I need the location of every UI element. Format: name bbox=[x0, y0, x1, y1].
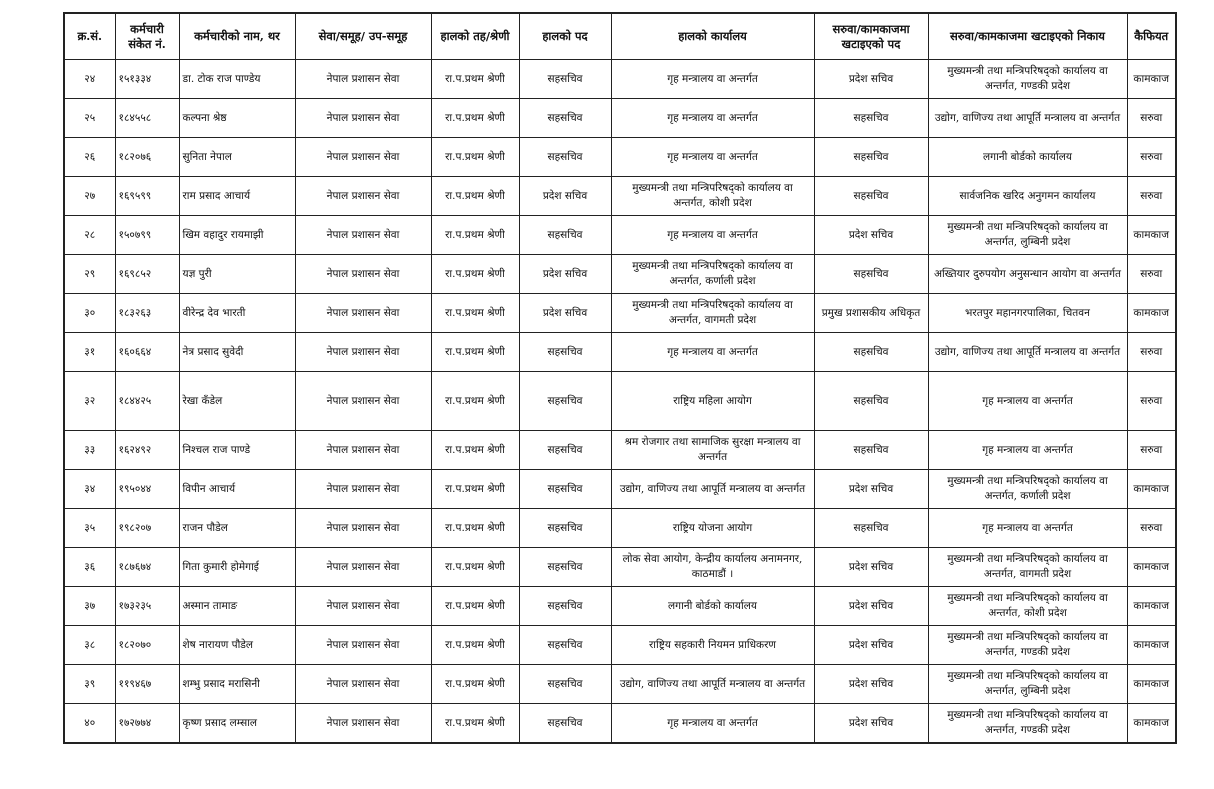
table-row bbox=[64, 470, 1176, 509]
cell-current-post: सहसचिव bbox=[519, 99, 611, 138]
cell-serial-number: ३८ bbox=[64, 626, 115, 665]
cell-employee-name: कल्पना श्रेष्ठ bbox=[179, 99, 295, 138]
header-remarks: कैफियत bbox=[1127, 13, 1176, 60]
cell-assigned-agency: गृह मन्त्रालय वा अन्तर्गत bbox=[928, 431, 1127, 470]
cell-remarks: सरुवा bbox=[1127, 255, 1176, 294]
cell-current-office: राष्ट्रिय सहकारी नियमन प्राधिकरण bbox=[611, 626, 814, 665]
cell-employee-code: ११९४६७ bbox=[115, 665, 179, 704]
cell-current-office: गृह मन्त्रालय वा अन्तर्गत bbox=[611, 60, 814, 99]
cell-remarks: सरुवा bbox=[1127, 509, 1176, 548]
cell-assigned-post: प्रदेश सचिव bbox=[814, 470, 928, 509]
table-row bbox=[64, 548, 1176, 587]
cell-current-level: रा.प.प्रथम श्रेणी bbox=[431, 333, 519, 372]
cell-employee-code: १८३२६३ bbox=[115, 294, 179, 333]
header-current-office: हालको कार्यालय bbox=[611, 13, 814, 60]
cell-current-post: सहसचिव bbox=[519, 138, 611, 177]
cell-employee-name: नेत्र प्रसाद सुवेदी bbox=[179, 333, 295, 372]
cell-assigned-post: सहसचिव bbox=[814, 509, 928, 548]
table-row bbox=[64, 138, 1176, 177]
cell-assigned-post: सहसचिव bbox=[814, 138, 928, 177]
table-row bbox=[64, 372, 1176, 431]
table-body bbox=[64, 60, 1176, 744]
cell-assigned-agency: उद्योग, वाणिज्य तथा आपूर्ति मन्त्रालय वा अन्तर्गत bbox=[928, 99, 1127, 138]
table-row bbox=[64, 294, 1176, 333]
header-row bbox=[64, 13, 1176, 60]
cell-current-level: रा.प.प्रथम श्रेणी bbox=[431, 60, 519, 99]
cell-employee-name: विपीन आचार्य bbox=[179, 470, 295, 509]
cell-employee-name: डा. टोक राज पाण्डेय bbox=[179, 60, 295, 99]
cell-current-post: प्रदेश सचिव bbox=[519, 255, 611, 294]
cell-current-office: मुख्यमन्त्री तथा मन्त्रिपरिषद्को कार्यालय वा अन्तर्गत, कर्णाली प्रदेश bbox=[611, 255, 814, 294]
cell-current-post: सहसचिव bbox=[519, 216, 611, 255]
cell-employee-name: राजन पौडेल bbox=[179, 509, 295, 548]
cell-service-group: नेपाल प्रशासन सेवा bbox=[295, 333, 431, 372]
cell-assigned-agency: सार्वजनिक खरिद अनुगमन कार्यालय bbox=[928, 177, 1127, 216]
cell-serial-number: ३४ bbox=[64, 470, 115, 509]
cell-employee-code: १६९८५२ bbox=[115, 255, 179, 294]
cell-serial-number: ३६ bbox=[64, 548, 115, 587]
cell-current-level: रा.प.प्रथम श्रेणी bbox=[431, 665, 519, 704]
cell-service-group: नेपाल प्रशासन सेवा bbox=[295, 470, 431, 509]
cell-employee-code: १७२७७४ bbox=[115, 704, 179, 744]
cell-service-group: नेपाल प्रशासन सेवा bbox=[295, 372, 431, 431]
cell-employee-name: यज्ञ पुरी bbox=[179, 255, 295, 294]
cell-remarks: सरुवा bbox=[1127, 431, 1176, 470]
header-current-level: हालको तह/श्रेणी bbox=[431, 13, 519, 60]
cell-assigned-post: सहसचिव bbox=[814, 333, 928, 372]
cell-assigned-agency: मुख्यमन्त्री तथा मन्त्रिपरिषद्को कार्यालय वा अन्तर्गत, लुम्बिनी प्रदेश bbox=[928, 665, 1127, 704]
cell-remarks: कामकाज bbox=[1127, 216, 1176, 255]
cell-current-office: लगानी बोर्डको कार्यालय bbox=[611, 587, 814, 626]
cell-serial-number: ३७ bbox=[64, 587, 115, 626]
cell-current-office: गृह मन्त्रालय वा अन्तर्गत bbox=[611, 138, 814, 177]
cell-current-office: गृह मन्त्रालय वा अन्तर्गत bbox=[611, 333, 814, 372]
cell-assigned-agency: मुख्यमन्त्री तथा मन्त्रिपरिषद्को कार्यालय वा अन्तर्गत, लुम्बिनी प्रदेश bbox=[928, 216, 1127, 255]
cell-employee-code: १९५०४४ bbox=[115, 470, 179, 509]
cell-current-post: सहसचिव bbox=[519, 372, 611, 431]
cell-serial-number: २७ bbox=[64, 177, 115, 216]
cell-assigned-agency: मुख्यमन्त्री तथा मन्त्रिपरिषद्को कार्यालय वा अन्तर्गत, गण्डकी प्रदेश bbox=[928, 704, 1127, 744]
cell-current-level: रा.प.प्रथम श्रेणी bbox=[431, 177, 519, 216]
cell-serial-number: २८ bbox=[64, 216, 115, 255]
cell-current-office: गृह मन्त्रालय वा अन्तर्गत bbox=[611, 99, 814, 138]
cell-serial-number: ३९ bbox=[64, 665, 115, 704]
cell-assigned-agency: मुख्यमन्त्री तथा मन्त्रिपरिषद्को कार्यालय वा अन्तर्गत, गण्डकी प्रदेश bbox=[928, 60, 1127, 99]
cell-employee-code: १५०७९९ bbox=[115, 216, 179, 255]
cell-employee-code: १८४४२५ bbox=[115, 372, 179, 431]
cell-remarks: कामकाज bbox=[1127, 704, 1176, 744]
cell-assigned-post: सहसचिव bbox=[814, 255, 928, 294]
cell-assigned-post: प्रदेश सचिव bbox=[814, 60, 928, 99]
cell-service-group: नेपाल प्रशासन सेवा bbox=[295, 587, 431, 626]
cell-service-group: नेपाल प्रशासन सेवा bbox=[295, 509, 431, 548]
cell-current-level: रा.प.प्रथम श्रेणी bbox=[431, 548, 519, 587]
cell-employee-name: वीरेन्द्र देव भारती bbox=[179, 294, 295, 333]
cell-remarks: कामकाज bbox=[1127, 665, 1176, 704]
cell-assigned-post: प्रदेश सचिव bbox=[814, 587, 928, 626]
cell-current-level: रा.प.प्रथम श्रेणी bbox=[431, 216, 519, 255]
cell-serial-number: २५ bbox=[64, 99, 115, 138]
cell-service-group: नेपाल प्रशासन सेवा bbox=[295, 216, 431, 255]
cell-current-office: श्रम रोजगार तथा सामाजिक सुरक्षा मन्त्रालय वा अन्तर्गत bbox=[611, 431, 814, 470]
cell-current-office: राष्ट्रिय महिला आयोग bbox=[611, 372, 814, 431]
cell-assigned-post: प्रदेश सचिव bbox=[814, 216, 928, 255]
cell-employee-name: अस्मान तामाङ bbox=[179, 587, 295, 626]
cell-employee-code: १६९५९९ bbox=[115, 177, 179, 216]
cell-current-post: सहसचिव bbox=[519, 704, 611, 744]
cell-employee-name: रेखा कँडेल bbox=[179, 372, 295, 431]
cell-remarks: सरुवा bbox=[1127, 99, 1176, 138]
cell-remarks: सरुवा bbox=[1127, 138, 1176, 177]
cell-current-post: सहसचिव bbox=[519, 587, 611, 626]
header-serial-number: क्र.सं. bbox=[64, 13, 115, 60]
cell-employee-name: निश्चल राज पाण्डे bbox=[179, 431, 295, 470]
table-row bbox=[64, 255, 1176, 294]
table-row bbox=[64, 99, 1176, 138]
cell-current-post: सहसचिव bbox=[519, 548, 611, 587]
cell-serial-number: २४ bbox=[64, 60, 115, 99]
header-current-post: हालको पद bbox=[519, 13, 611, 60]
cell-assigned-post: सहसचिव bbox=[814, 431, 928, 470]
header-employee-code: कर्मचारी संकेत नं. bbox=[115, 13, 179, 60]
cell-employee-code: १९८२०७ bbox=[115, 509, 179, 548]
cell-current-office: मुख्यमन्त्री तथा मन्त्रिपरिषद्को कार्यालय वा अन्तर्गत, कोशी प्रदेश bbox=[611, 177, 814, 216]
cell-serial-number: ३२ bbox=[64, 372, 115, 431]
cell-assigned-post: प्रमुख प्रशासकीय अधिकृत bbox=[814, 294, 928, 333]
cell-employee-name: सुनिता नेपाल bbox=[179, 138, 295, 177]
table-row bbox=[64, 704, 1176, 744]
header-employee-name: कर्मचारीको नाम, थर bbox=[179, 13, 295, 60]
cell-service-group: नेपाल प्रशासन सेवा bbox=[295, 177, 431, 216]
cell-serial-number: २९ bbox=[64, 255, 115, 294]
table-row bbox=[64, 431, 1176, 470]
cell-current-office: लोक सेवा आयोग, केन्द्रीय कार्यालय अनामनगर, काठमाडौं । bbox=[611, 548, 814, 587]
cell-current-post: प्रदेश सचिव bbox=[519, 177, 611, 216]
table-row bbox=[64, 587, 1176, 626]
cell-assigned-post: सहसचिव bbox=[814, 177, 928, 216]
cell-remarks: कामकाज bbox=[1127, 587, 1176, 626]
cell-employee-code: १७३२३५ bbox=[115, 587, 179, 626]
cell-current-level: रा.प.प्रथम श्रेणी bbox=[431, 704, 519, 744]
cell-current-level: रा.प.प्रथम श्रेणी bbox=[431, 509, 519, 548]
cell-assigned-agency: गृह मन्त्रालय वा अन्तर्गत bbox=[928, 372, 1127, 431]
cell-employee-code: १५१३३४ bbox=[115, 60, 179, 99]
cell-serial-number: २६ bbox=[64, 138, 115, 177]
cell-service-group: नेपाल प्रशासन सेवा bbox=[295, 255, 431, 294]
cell-employee-name: शम्भु प्रसाद मरासिनी bbox=[179, 665, 295, 704]
cell-assigned-agency: उद्योग, वाणिज्य तथा आपूर्ति मन्त्रालय वा अन्तर्गत bbox=[928, 333, 1127, 372]
cell-current-level: रा.प.प्रथम श्रेणी bbox=[431, 470, 519, 509]
cell-remarks: कामकाज bbox=[1127, 548, 1176, 587]
cell-employee-code: १८४५५८ bbox=[115, 99, 179, 138]
cell-assigned-post: प्रदेश सचिव bbox=[814, 548, 928, 587]
cell-employee-code: १८७६७४ bbox=[115, 548, 179, 587]
table-row bbox=[64, 626, 1176, 665]
cell-current-office: मुख्यमन्त्री तथा मन्त्रिपरिषद्को कार्यालय वा अन्तर्गत, वागमती प्रदेश bbox=[611, 294, 814, 333]
cell-employee-name: शेष नारायण पौडेल bbox=[179, 626, 295, 665]
cell-remarks: कामकाज bbox=[1127, 626, 1176, 665]
cell-assigned-agency: अख्तियार दुरुपयोग अनुसन्धान आयोग वा अन्तर्गत bbox=[928, 255, 1127, 294]
header-service-group: सेवा/समूह/ उप-समूह bbox=[295, 13, 431, 60]
cell-remarks: सरुवा bbox=[1127, 177, 1176, 216]
cell-assigned-agency: गृह मन्त्रालय वा अन्तर्गत bbox=[928, 509, 1127, 548]
cell-remarks: सरुवा bbox=[1127, 372, 1176, 431]
cell-assigned-agency: भरतपुर महानगरपालिका, चितवन bbox=[928, 294, 1127, 333]
cell-current-level: रा.प.प्रथम श्रेणी bbox=[431, 587, 519, 626]
cell-current-post: सहसचिव bbox=[519, 626, 611, 665]
cell-current-office: गृह मन्त्रालय वा अन्तर्गत bbox=[611, 704, 814, 744]
cell-assigned-post: प्रदेश सचिव bbox=[814, 665, 928, 704]
cell-remarks: कामकाज bbox=[1127, 294, 1176, 333]
cell-employee-name: खिम वहादुर रायमाझी bbox=[179, 216, 295, 255]
cell-service-group: नेपाल प्रशासन सेवा bbox=[295, 99, 431, 138]
cell-service-group: नेपाल प्रशासन सेवा bbox=[295, 704, 431, 744]
cell-current-post: सहसचिव bbox=[519, 665, 611, 704]
table-row bbox=[64, 665, 1176, 704]
cell-assigned-agency: मुख्यमन्त्री तथा मन्त्रिपरिषद्को कार्यालय वा अन्तर्गत, कोशी प्रदेश bbox=[928, 587, 1127, 626]
cell-assigned-agency: मुख्यमन्त्री तथा मन्त्रिपरिषद्को कार्यालय वा अन्तर्गत, वागमती प्रदेश bbox=[928, 548, 1127, 587]
cell-current-level: रा.प.प्रथम श्रेणी bbox=[431, 372, 519, 431]
cell-serial-number: ४० bbox=[64, 704, 115, 744]
cell-current-post: सहसचिव bbox=[519, 470, 611, 509]
cell-remarks: सरुवा bbox=[1127, 333, 1176, 372]
cell-current-office: गृह मन्त्रालय वा अन्तर्गत bbox=[611, 216, 814, 255]
transfer-table bbox=[63, 12, 1177, 744]
cell-current-level: रा.प.प्रथम श्रेणी bbox=[431, 294, 519, 333]
cell-current-office: उद्योग, वाणिज्य तथा आपूर्ति मन्त्रालय वा अन्तर्गत bbox=[611, 470, 814, 509]
table-row bbox=[64, 60, 1176, 99]
table-row bbox=[64, 216, 1176, 255]
cell-assigned-agency: लगानी बोर्डको कार्यालय bbox=[928, 138, 1127, 177]
cell-assigned-agency: मुख्यमन्त्री तथा मन्त्रिपरिषद्को कार्यालय वा अन्तर्गत, गण्डकी प्रदेश bbox=[928, 626, 1127, 665]
cell-serial-number: ३१ bbox=[64, 333, 115, 372]
cell-current-post: सहसचिव bbox=[519, 431, 611, 470]
cell-employee-code: १६२४९२ bbox=[115, 431, 179, 470]
cell-current-level: रा.प.प्रथम श्रेणी bbox=[431, 626, 519, 665]
cell-current-post: सहसचिव bbox=[519, 60, 611, 99]
header-assigned-agency: सरुवा/कामकाजमा खटाइएको निकाय bbox=[928, 13, 1127, 60]
cell-service-group: नेपाल प्रशासन सेवा bbox=[295, 431, 431, 470]
cell-current-level: रा.प.प्रथम श्रेणी bbox=[431, 138, 519, 177]
cell-assigned-post: सहसचिव bbox=[814, 372, 928, 431]
cell-employee-code: १८२०७६ bbox=[115, 138, 179, 177]
cell-assigned-agency: मुख्यमन्त्री तथा मन्त्रिपरिषद्को कार्यालय वा अन्तर्गत, कर्णाली प्रदेश bbox=[928, 470, 1127, 509]
cell-current-level: रा.प.प्रथम श्रेणी bbox=[431, 431, 519, 470]
cell-service-group: नेपाल प्रशासन सेवा bbox=[295, 138, 431, 177]
cell-assigned-post: प्रदेश सचिव bbox=[814, 626, 928, 665]
cell-service-group: नेपाल प्रशासन सेवा bbox=[295, 626, 431, 665]
cell-employee-code: १८२०७० bbox=[115, 626, 179, 665]
cell-remarks: कामकाज bbox=[1127, 470, 1176, 509]
table-row bbox=[64, 333, 1176, 372]
cell-service-group: नेपाल प्रशासन सेवा bbox=[295, 665, 431, 704]
cell-service-group: नेपाल प्रशासन सेवा bbox=[295, 60, 431, 99]
cell-assigned-post: प्रदेश सचिव bbox=[814, 704, 928, 744]
cell-service-group: नेपाल प्रशासन सेवा bbox=[295, 548, 431, 587]
cell-serial-number: ३३ bbox=[64, 431, 115, 470]
cell-current-level: रा.प.प्रथम श्रेणी bbox=[431, 255, 519, 294]
cell-current-post: सहसचिव bbox=[519, 509, 611, 548]
cell-employee-name: राम प्रसाद आचार्य bbox=[179, 177, 295, 216]
cell-service-group: नेपाल प्रशासन सेवा bbox=[295, 294, 431, 333]
cell-assigned-post: सहसचिव bbox=[814, 99, 928, 138]
table-row bbox=[64, 509, 1176, 548]
table-row bbox=[64, 177, 1176, 216]
header-assigned-post: सरुवा/कामकाजमा खटाइएको पद bbox=[814, 13, 928, 60]
cell-serial-number: ३५ bbox=[64, 509, 115, 548]
cell-remarks: कामकाज bbox=[1127, 60, 1176, 99]
cell-current-office: उद्योग, वाणिज्य तथा आपूर्ति मन्त्रालय वा अन्तर्गत bbox=[611, 665, 814, 704]
cell-serial-number: ३० bbox=[64, 294, 115, 333]
cell-current-level: रा.प.प्रथम श्रेणी bbox=[431, 99, 519, 138]
cell-current-post: प्रदेश सचिव bbox=[519, 294, 611, 333]
cell-employee-name: गिता कुमारी होमेगाई bbox=[179, 548, 295, 587]
cell-current-post: सहसचिव bbox=[519, 333, 611, 372]
cell-employee-name: कृष्ण प्रसाद लम्साल bbox=[179, 704, 295, 744]
cell-employee-code: १६०६६४ bbox=[115, 333, 179, 372]
cell-current-office: राष्ट्रिय योजना आयोग bbox=[611, 509, 814, 548]
